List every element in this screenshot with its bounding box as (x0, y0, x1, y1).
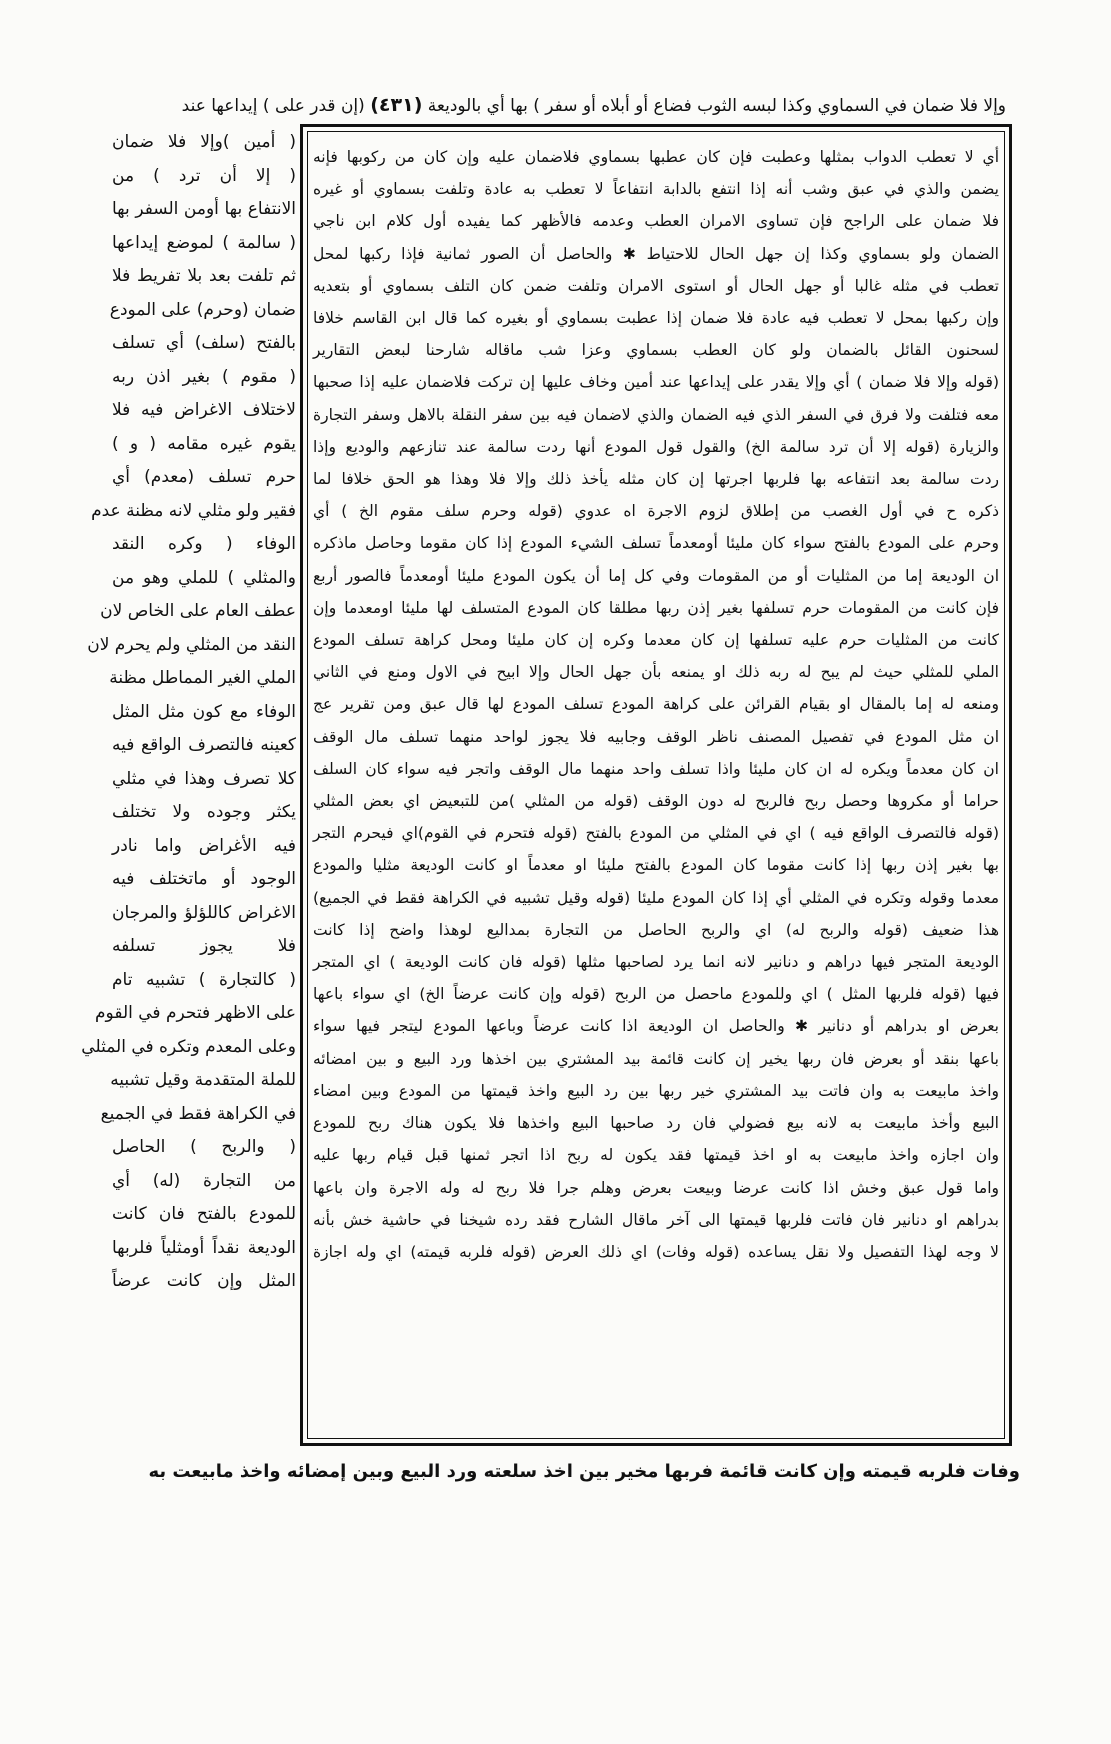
main-text-line: حرم تسلف (معدم) أي (112, 467, 296, 487)
commentary-line: هذا ضعيف (قوله والربح له) اي والربح الحاصل من التجارة بمداليع لوهذا واضح إذا كانت (313, 920, 999, 939)
commentary-line: ان مثل المودع في تفصيل المصنف ناظر الوقف وجابيه فلا يجوز لواحد منهما تسلف مال الوقف (313, 727, 999, 746)
main-text-line: الوفاء ( وكره النقد (112, 534, 296, 554)
commentary-line: بها بغير إذن ربها إذا كانت مقوما كان المودع بالفتح مليئا او معدماً او كانت الوديعة مثليا والمودع (313, 856, 999, 875)
main-text-line: كلا تصرف وهذا في مثلي (112, 768, 296, 789)
commentary-line: ان الوديعة إما من المثليات أو من المقومات وفي كل إما أن يكون المودع مليئا أومعدماً فالصور أربع (313, 566, 999, 585)
commentary-line: فلا ضمان على الراجح فإن تساوى الامران العطب وعدمه فالأظهر كما يفيده أول كلام ابن ناجي (313, 212, 999, 231)
commentary-line: كانت من المثليات حرم عليه تسلفها إن كان معدما وكره إن كان مليئا ومحل كراهة تسلف المودع (313, 631, 999, 650)
commentary-line: وحرم على المودع بالفتح سواء كان مليئا أومعدماً تسلف الشيء المودع إذا كان مقوما وحاصل ماذكره (313, 534, 999, 553)
commentary-line: أي لا تعطب الدواب بمثلها وعطبت فإن كان عطبها بسماوي فلاضمان عليه وإن كان من ركوبها فإنه (313, 148, 999, 166)
commentary-line: (قوله وإلا فلا ضمان ) أي وإلا يقدر على إيداعها عند أمين وخاف عليها إن تركت فلاضمان عليه إذا صحبها (313, 373, 999, 392)
commentary-line: ردت سالمة بعد انتفاعه بها فلربها اجرتها إن كان مثله يأخذ ذلك وإلا فلا وهذا هو الحق خلافا لما (313, 470, 999, 489)
main-text-line: للمودع بالفتح فان كانت (112, 1204, 296, 1224)
commentary-line: الضمان ولو بسماوي وكذا إن جهل الحال للاحتياط ✱ والحاصل أن الصور ثمانية فإذا ركبها لمحل (313, 244, 999, 263)
main-text-line: عطف العام على الخاص لان (100, 601, 296, 621)
main-text-line: من التجارة (له) أي (112, 1170, 296, 1191)
main-text-line: الوفاء مع كون مثل المثل (112, 701, 296, 722)
commentary-line: يضمن والذي في عبق وشب أنه إذا انتفع بالدابة انتفاعاً لا تعطب به عادة وتلفت بسماوي أو غيره (313, 180, 999, 199)
footer-line: وفات فلربه قيمته وإن كانت قائمة فربها مخير بين اخذ سلعته ورد البيع وبين إمضائه واخذ مابيعت به (148, 1461, 1020, 1482)
commentary-frame (300, 124, 1012, 1446)
main-text-line: يكثر وجوده ولا تختلف (112, 802, 296, 822)
main-text-line: فقير ولو مثلي لانه مظنة عدم (91, 500, 296, 521)
main-text-line: لاختلاف الاغراض فيه فلا (112, 400, 296, 420)
main-text-line: في الكراهة فقط في الجميع (100, 1103, 296, 1124)
main-text-line: ( كالتجارة ) تشبيه تام (112, 969, 296, 990)
main-text-line: الانتفاع بها أومن السفر بها (112, 199, 296, 219)
main-text-line: الاغراض كاللؤلؤ والمرجان (112, 902, 296, 923)
commentary-line: ذكره ح في أول الغصب من إطلاق لزوم الاجرة اه عدوي (قوله وحرم سلف مقوم الخ ) أي (313, 502, 999, 521)
main-text-line: المثل وإن كانت عرضاً (112, 1271, 296, 1291)
main-text-line: على الاظهر فتحرم في القوم (95, 1003, 296, 1023)
main-text-line: للملة المتقدمة وقيل تشبيه (110, 1070, 296, 1090)
main-text-line: ( أمين )وإلا فلا ضمان (112, 132, 296, 152)
main-text-line: فلا يجوز تسلفه (112, 936, 296, 956)
page-number: (٤٣١) (370, 94, 423, 116)
commentary-line: واخذ مابيعت به وان فاتت بيد المشتري خير ربها بين رد البيع واخذ قيمتها من المودع وبين امضاء (313, 1081, 999, 1100)
commentary-line: لا وجه لهذا التفصيل ولا نقل يساعده (قوله وفات) اي ذلك العرض (قوله فلربه قيمته) اي وله اجازة (313, 1242, 999, 1261)
commentary-line: معدما وقوله وتكره في المثلي أي إذا كان المودع مليئا (قوله وقيل تشبيه في الكراهة فقط في الجميع) (313, 888, 999, 907)
commentary-line: بعرض او بدراهم أو دنانير ✱ والحاصل ان الوديعة اذا كانت عرضاً وباعها المودع ليتجر فيها سواء (313, 1017, 999, 1036)
main-text-line: ( سالمة ) لموضع إيداعها (112, 232, 296, 253)
commentary-line: البيع وأخذ مابيعت به لانه بيع فضولي فان رد صاحبها البيع واخذها فلا يكون هناك ربح للمودع (313, 1114, 999, 1133)
commentary-line: واما قول عبق وخش اذا كانت عرضا وبيعت بعرض وهلم جرا فلا ربح له وله الاجرة وان باعها (313, 1178, 999, 1197)
commentary-line: فإن كانت من المقومات حرم تسلفها بغير إذن ربها مطلقا كان المودع المتسلف لها مليئا اومعدما وإن (313, 598, 999, 617)
commentary-line: بدراهم او دنانير فان فاتت فلربها قيمتها الى آخر ماقال الشارح فقد رده شيخنا في حاشية خش بأنه (313, 1210, 999, 1229)
running-header (106, 88, 1006, 122)
commentary-line: باعها بنقد أو بعرض فان ربها يخير إن كانت قائمة بيد المشتري بين اخذها ورد البيع و بين امضائه (313, 1049, 999, 1068)
commentary-line: الملي للمثلي حيث لم يبح له ربه ذلك او يمنعه بأن جهل الحال وإلا ابيح في الاول ومنع في الثاني (313, 663, 999, 682)
commentary-line: والزيارة (قوله إلا أن ترد سالمة الخ) والقول قول المودع أنها ردت سالمة عند تنازعهم والوديع وإذا (313, 437, 999, 456)
commentary-line: ان كان معدماً ويكره له ان كان مليئا واذا تسلف واحد منهما مال الوقف واتجر فيه سواء كان السلف (313, 759, 999, 778)
main-text-line: والمثلي ) للملي وهو من (112, 567, 296, 588)
header-text-left: (إن قدر على ) إيداعها عند (181, 96, 365, 116)
main-text-line: بالفتح (سلف) أي تسلف (112, 333, 296, 353)
main-text-line: ( والربح ) الحاصل (112, 1137, 296, 1157)
commentary-line: (قوله فالتصرف الواقع فيه ) اي في المثلي من المودع بالفتح (قوله فتحرم في القوم)اي فيحرم التجر (313, 824, 999, 843)
main-text-line: الملي الغير المماطل مظنة (109, 668, 296, 688)
header-text-right: وإلا فلا ضمان في السماوي وكذا لبسه الثوب فضاع أو أبلاه أو سفر ) بها أي بالوديعة (427, 96, 1006, 116)
main-text-line: فيه الأغراض واما نادر (112, 835, 296, 856)
main-text-line: الوجود أو ماتختلف فيه (112, 869, 296, 889)
commentary-line: ومنعه له إما بالمقال او بقيام القرائن على كراهة المودع تسلف المودع لها قال عبق ومن تقرير عج (313, 695, 999, 714)
main-text-line: ( مقوم ) بغير اذن ربه (112, 366, 296, 387)
commentary-line: وان اجازه واخذ مابيعت به او اخذ قيمتها فقد يكون له ربح اذا اتجر ثمنها قبل قيام ربها عليه (313, 1146, 999, 1165)
main-text-line: النقد من المثلي ولم يحرم لان (87, 634, 296, 655)
commentary-line: حراما أو مكروها وحصل ربح فالربح له دون الوقف (قوله من المثلي )من للتبعيض اي بعض المثلي (313, 792, 999, 811)
main-text-column (81, 126, 296, 1744)
commentary-line: معه فتلفت ولا فرق في السفر الذي فيه الضمان والذي لاضمان فيه بين سفر النقلة بالاهل وسفر التجارة (313, 405, 999, 424)
commentary-line: لسحنون القائل بالضمان ولو كان العطب بسماوي وعزا شب ماقاله شارحنا لبعض التقارير (313, 341, 999, 360)
main-text-line: ضمان (وحرم) على المودع (109, 299, 296, 320)
main-text-line: وعلى المعدم وتكره في المثلي (81, 1036, 296, 1057)
commentary-line: فيها (قوله فلربها المثل ) اي وللمودع ماحصل من الربح (قوله وإن كانت عرضاً الخ) اي سواء باعها (313, 985, 999, 1004)
main-text-line: ثم تلفت بعد بلا تفريط فلا (112, 266, 296, 286)
main-text-line: الوديعة نقداً أومثلياً فلربها (112, 1237, 296, 1258)
commentary-text (313, 141, 999, 1433)
commentary-line: وإن ركبها بمحل لا تعطب فيه عادة فلا ضمان إذا عطبت بسماوي أو بغيره كما قال ابن القاسم خلافا (313, 309, 999, 328)
main-text-line: يقوم غيره مقامه ( و ) (112, 433, 296, 454)
commentary-line: تعطب في مثله غالبا أو جهل الحال أو استوى الامران وتلفت ضمن كان التلف بسماوي أو بتعديه (313, 276, 999, 295)
commentary-line: الوديعة المتجر فيها دراهم و دنانير لانه انما يرد لصاحبها مثلها (قوله فان كانت الوديعة ) اي المتجر (313, 953, 999, 972)
main-text-line: كعينه فالتصرف الواقع فيه (112, 735, 296, 755)
main-text-line: ( إلا أن ترد ) من (112, 165, 296, 186)
